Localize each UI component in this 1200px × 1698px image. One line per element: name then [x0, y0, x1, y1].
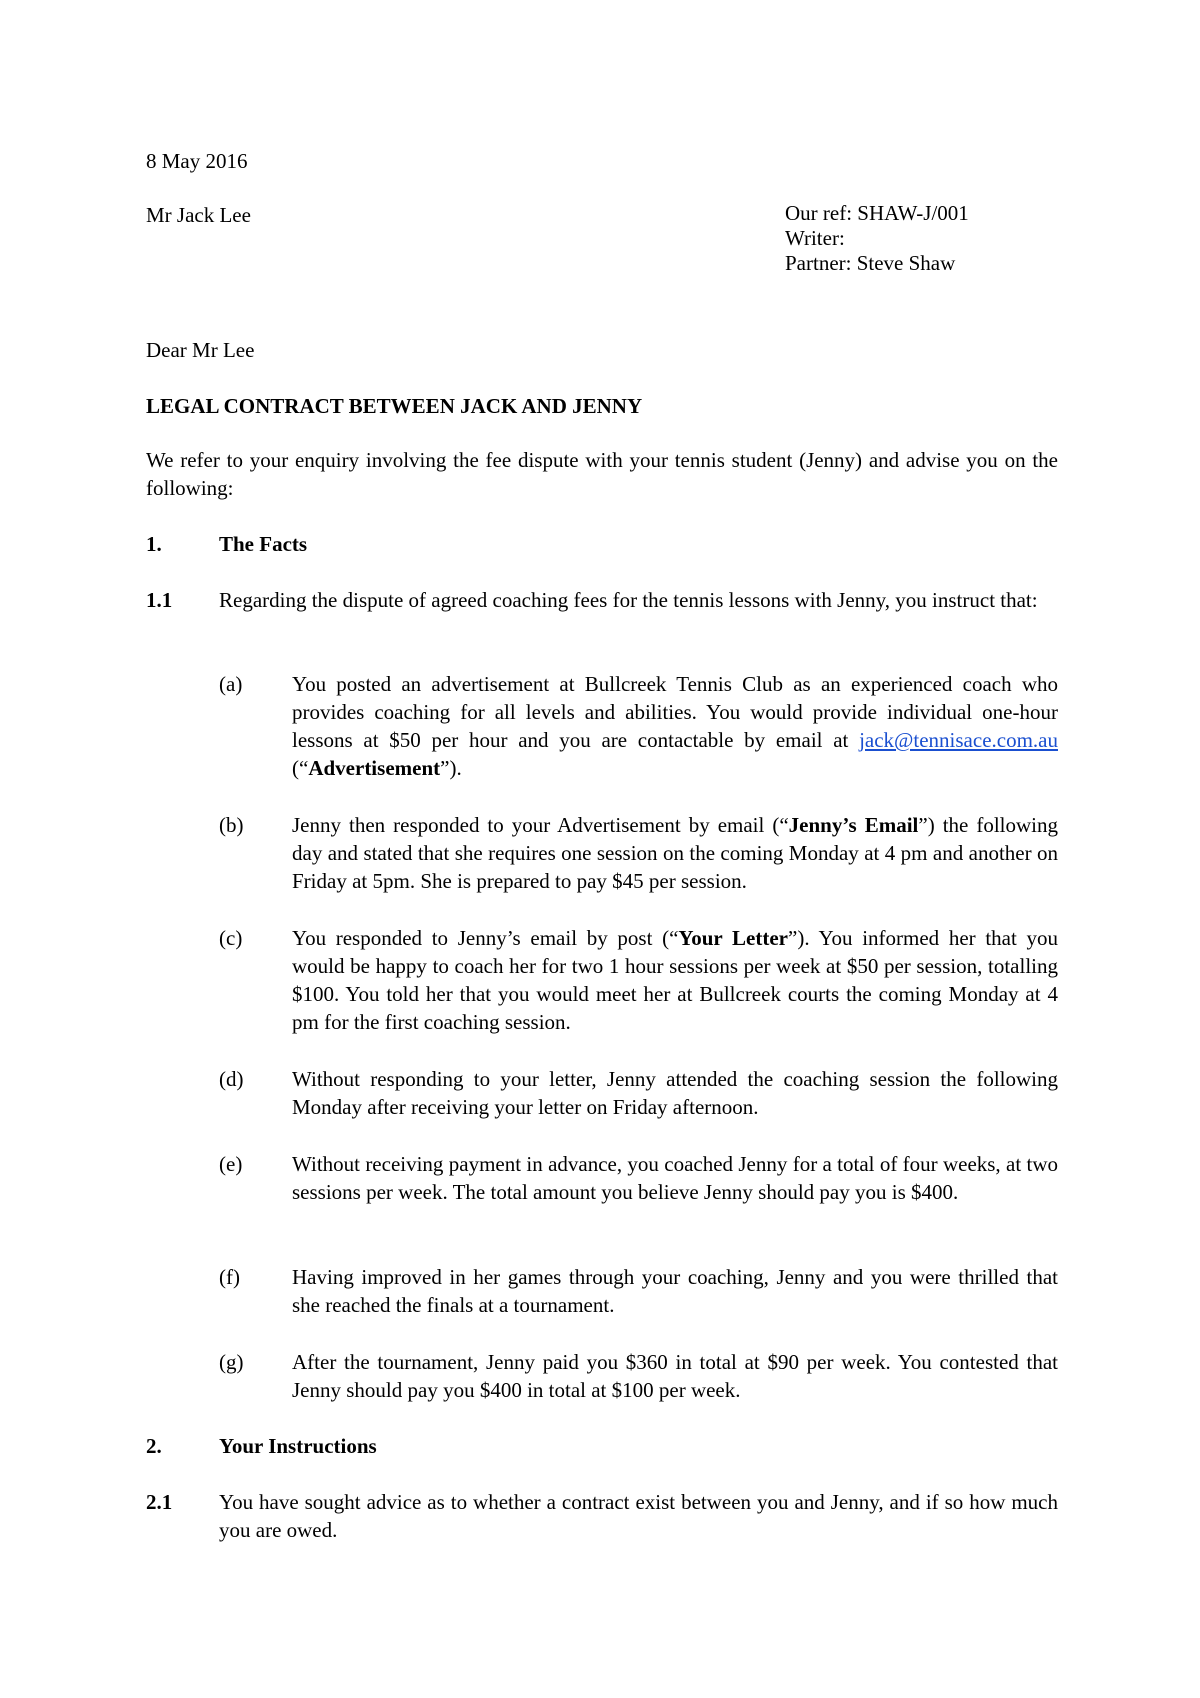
item-text: You posted an advertisement at Bullcreek Tennis Club as an experienced coach who provides coaching for all levels and abilities. You would provide individual one-hour lessons at $50 per hour and you are contactable by email at jack@tennisace.com.au (“Advertisement”). — [292, 672, 1058, 780]
defined-term: Jenny’s Email — [788, 813, 919, 837]
writer-line: Writer: — [785, 226, 845, 250]
paragraph-number: 2.1 — [146, 1490, 173, 1514]
item-text: After the tournament, Jenny paid you $360 in total at $90 per week. You contested that Jenny should pay you $400 in total at $100 per week. — [292, 1350, 1058, 1402]
our-ref: Our ref: SHAW-J/001 — [785, 201, 969, 225]
paragraph-1-1 — [146, 586, 1058, 614]
section-number: 2. — [146, 1434, 162, 1458]
section-2-heading — [146, 1432, 377, 1460]
section-title: The Facts — [219, 532, 308, 556]
fact-item-d — [219, 1065, 1058, 1121]
fact-item-b — [219, 811, 1058, 895]
paragraph-text: Regarding the dispute of agreed coaching fees for the tennis lessons with Jenny, you instruct that: — [219, 588, 1038, 612]
section-title: Your Instructions — [219, 1434, 377, 1458]
paragraph-text: You have sought advice as to whether a contract exist between you and Jenny, and if so how much you are owed. — [219, 1490, 1058, 1542]
fact-item-c — [219, 924, 1058, 1036]
item-label: (e) — [219, 1152, 243, 1176]
intro-paragraph: We refer to your enquiry involving the fee dispute with your tennis student (Jenny) and advise you on the following: — [146, 448, 1058, 500]
section-1-heading — [146, 530, 307, 558]
letter-date: 8 May 2016 — [146, 149, 248, 173]
item-label: (c) — [219, 926, 243, 950]
fact-item-f — [219, 1263, 1058, 1319]
paragraph-number: 1.1 — [146, 588, 173, 612]
salutation: Dear Mr Lee — [146, 338, 255, 362]
fact-item-e — [219, 1150, 1058, 1206]
item-label: (f) — [219, 1265, 240, 1289]
item-label: (b) — [219, 813, 244, 837]
fact-item-g — [219, 1348, 1058, 1404]
item-label: (a) — [219, 672, 243, 696]
recipient-name: Mr Jack Lee — [146, 203, 251, 227]
fact-item-a — [219, 670, 1058, 782]
reference-block — [785, 201, 969, 276]
email-link[interactable]: jack@tennisace.com.au — [859, 728, 1058, 752]
item-label: (g) — [219, 1350, 244, 1374]
item-text: You responded to Jenny’s email by post (“Your Letter”). You informed her that you would be happy to coach her for two 1 hour sessions per week at $50 per session, totalling $100. You told her that you would meet her at Bullcreek courts the coming Monday at 4 pm for the first coaching session. — [292, 926, 1058, 1034]
item-text: Without receiving payment in advance, you coached Jenny for a total of four weeks, at two sessions per week. The total amount you believe Jenny should pay you is $400. — [292, 1152, 1058, 1204]
item-text: Jenny then responded to your Advertisement by email (“Jenny’s Email”) the following day and stated that she requires one session on the coming Monday at 4 pm and another on Friday at 5pm. She is prepared to pay $45 per session. — [292, 813, 1059, 893]
partner-line: Partner: Steve Shaw — [785, 251, 956, 275]
item-text: Without responding to your letter, Jenny attended the coaching session the following Monday after receiving your letter on Friday afternoon. — [292, 1067, 1058, 1119]
subject-heading: LEGAL CONTRACT BETWEEN JACK AND JENNY — [146, 394, 643, 418]
item-label: (d) — [219, 1067, 244, 1091]
defined-term: Advertisement — [308, 756, 441, 780]
section-number: 1. — [146, 532, 162, 556]
item-text: Having improved in her games through your coaching, Jenny and you were thrilled that she reached the finals at a tournament. — [292, 1265, 1058, 1317]
paragraph-2-1 — [146, 1488, 1058, 1544]
defined-term: Your Letter — [678, 926, 788, 950]
